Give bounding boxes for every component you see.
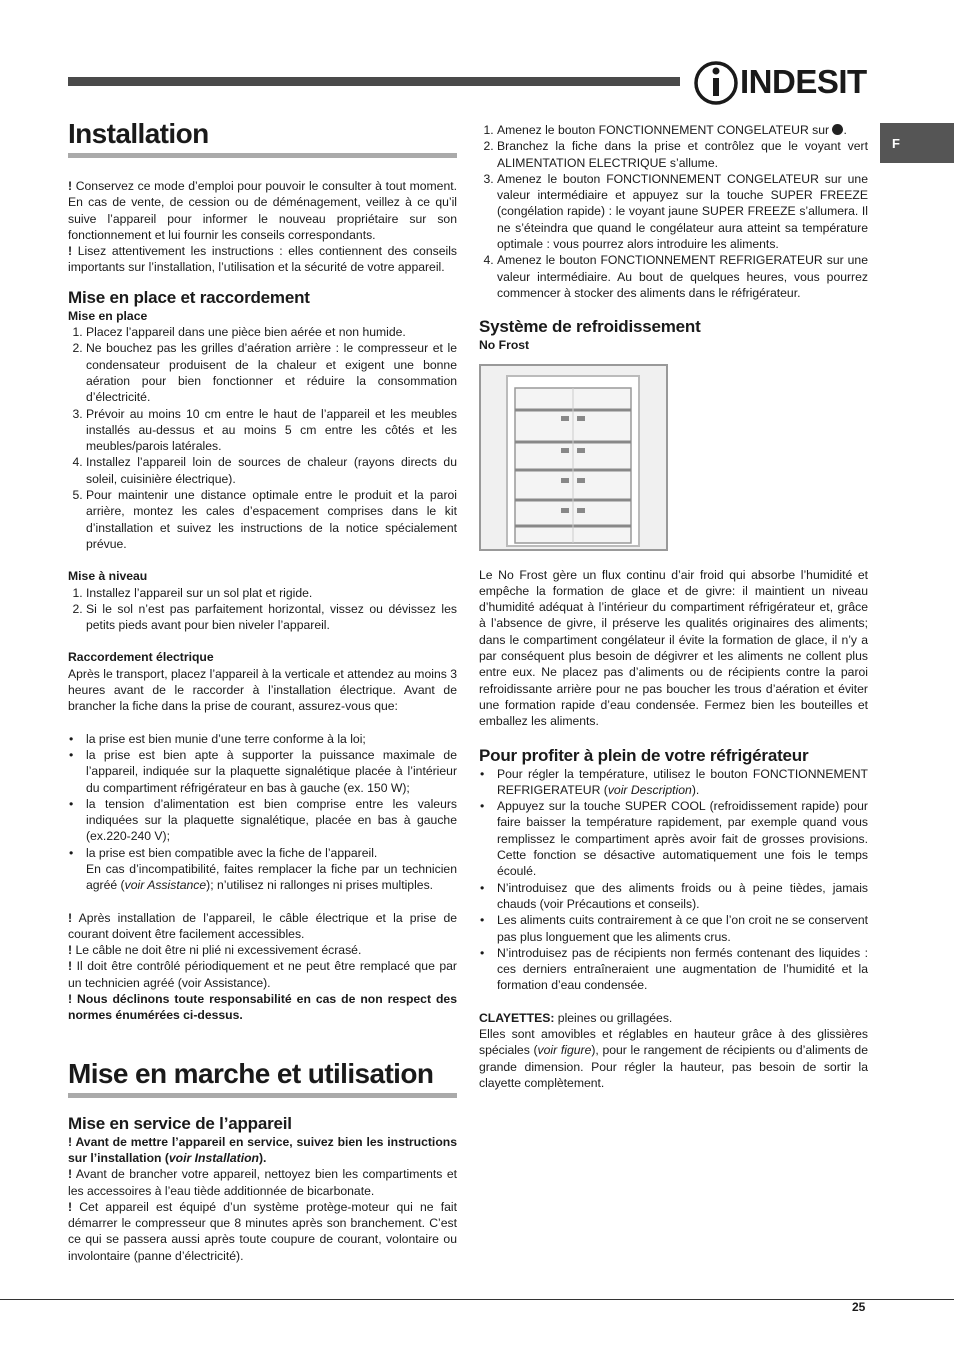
list-raccordement bbox=[68, 731, 457, 861]
service-paragraph-1: ! Avant de mettre l’appareil en service, suivez bien les instructions sur l’installation (voir Installation). bbox=[68, 1134, 457, 1165]
warning-2: ! Le câble ne doit être ni plié ni excessivement écrasé. bbox=[68, 943, 362, 958]
subheading-nofrost: No Frost bbox=[479, 338, 530, 353]
list-item: • N’introduisez pas de récipients non fermés contenant des liquides : ces derniers entraîneraient une augmentation de l’humidité et la formation d’eau condensée. bbox=[497, 945, 868, 994]
section-title-installation: Installation bbox=[68, 118, 457, 158]
service-paragraph-3: ! Cet appareil est équipé d’un système protège-moteur qui ne fait démarrer le compresseur que 8 minutes après son branchement. C’est ce qui se passera aussi après toute coupure de courant, volontaire ou involontaire (panne d’électricité). bbox=[68, 1199, 457, 1263]
list-mise-en-place bbox=[68, 324, 457, 552]
intro-paragraph-1: ! Conservez ce mode d’emploi pour pouvoir le consulter à tout moment. En cas de vente, de cession ou de déménagement, veillez à ce qu’il suive l’appareil pour informer le nouveau propriétaire sur son fonctionnement et lui fournir les conseils correspondants. bbox=[68, 179, 457, 242]
warning-4: ! Nous déclinons toute responsabilité en cas de non respect des normes énumérées ci-dessus. bbox=[68, 992, 457, 1023]
subheading-mise-en-place: Mise en place bbox=[68, 308, 148, 323]
brand-name: INDESIT bbox=[740, 63, 867, 100]
heading-service: Mise en service de l’appareil bbox=[68, 1113, 292, 1133]
language-tab: F bbox=[880, 123, 954, 163]
list-item: 1. Amenez le bouton FONCTIONNEMENT CONGELATEUR sur . bbox=[497, 122, 868, 138]
list-profiter bbox=[479, 766, 868, 994]
list-item: 2. Branchez la fiche dans la prise et contrôlez que le voyant vert ALIMENTATION ELECTRIQUE s’allume. bbox=[497, 138, 868, 171]
nofrost-paragraph: Le No Frost gère un flux continu d’air froid qui absorbe l’humidité et empêche la formation de glace et de givre: il maintient un niveau d’humidité adéquat à l’intérieur du compartiment réfrigérateur et, grâce à l’absence de givre, il préserve les qualités originaires des aliments; dans le compartiment congélateur il évite la formation de glace, il n’y a par conséquent plus besoin de dégivrer et les aliments ne collent plus entre eux. Ne placez pas d’aliments ou de récipients contre la paroi refroidissante arrière pour ne pas boucher les trous d’aération et éviter une formation rapide d’eau condensée. Fermez bien les bouteilles et emballez les aliments. bbox=[479, 567, 868, 729]
list-start-steps bbox=[479, 122, 868, 301]
heading-profiter: Pour profiter à plein de votre réfrigérateur bbox=[479, 745, 809, 765]
raccordement-paragraph: Après le transport, placez l’appareil à la verticale et attendez au moins 3 heures avant de le raccorder à l’installation électrique. Avant de brancher la fiche dans la prise de courant, assurez-vous que: bbox=[68, 666, 457, 714]
clayettes-label: CLAYETTES: pleines ou grillagées. bbox=[479, 1010, 673, 1025]
list-item: • Appuyez sur la touche SUPER COOL (refroidissement rapide) pour faire baisser la température rapidement, par exemple quand vous remplissez le compartiment après avoir fait de grosses provisions. Cette fonction se désactive automatiquement une fois le temps écoulé. bbox=[497, 798, 868, 879]
list-item: 4. Installez l’appareil loin de sources de chaleur (rayons directs du soleil, cuisinière électrique). bbox=[86, 454, 457, 487]
list-item: • Pour régler la température, utilisez le bouton FONCTIONNEMENT REFRIGERATEUR (voir Description). bbox=[497, 766, 868, 799]
warning-3: ! Il doit être contrôlé périodiquement et ne peut être remplacé que par un technicien agréé (voir Assistance). bbox=[68, 959, 457, 990]
list-item: • N’introduisez que des aliments froids ou à peine tièdes, jamais chauds (voir Précautions et conseils). bbox=[497, 880, 868, 913]
list-niveau bbox=[68, 585, 457, 634]
section-title-marche: Mise en marche et utilisation bbox=[68, 1058, 457, 1098]
footer-rule bbox=[0, 1299, 954, 1300]
fridge-interior-illustration bbox=[479, 364, 668, 551]
list-item: • la prise est bien munie d’une terre conforme à la loi; bbox=[86, 731, 457, 747]
list-item: • Les aliments cuits contrairement à ce que l’on croit ne se conservent pas plus longuement que les aliments crus. bbox=[497, 912, 868, 945]
list-item: 1. Placez l’appareil dans une pièce bien aérée et non humide. bbox=[86, 324, 457, 340]
list-item: 5. Pour maintenir une distance optimale entre le produit et la paroi arrière, montez les cales d’espacement comprises dans le kit d’installation et suivez les instructions de la notice spécialement prévue. bbox=[86, 487, 457, 552]
heading-refroidissement: Système de refroidissement bbox=[479, 317, 701, 337]
warning-1: ! Après installation de l’appareil, le câble électrique et la prise de courant doivent être facilement accessibles. bbox=[68, 910, 457, 941]
off-position-icon bbox=[832, 124, 843, 135]
list-item: 2. Si le sol n’est pas parfaitement horizontal, vissez ou dévissez les petits pieds avant pour bien niveler l’appareil. bbox=[86, 601, 457, 634]
clayettes-paragraph: Elles sont amovibles et réglables en hauteur grâce à des glissières spéciales (voir figure), pour le rangement de récipients ou d’aliments de grande dimension. Pour régler la hauteur, pas besoin de sortir la clayette complètement. bbox=[479, 1026, 868, 1090]
incompatibility-note: En cas d’incompatibilité, faites remplacer la fiche par un technicien agréé (voir Assistance); n’utilisez ni rallonges ni prises multiples. bbox=[86, 861, 457, 893]
list-item: • la prise est bien compatible avec la fiche de l’appareil. bbox=[86, 845, 457, 861]
list-item: 1. Installez l’appareil sur un sol plat et rigide. bbox=[86, 585, 457, 601]
header-bar bbox=[68, 77, 680, 86]
list-item: 3. Amenez le bouton FONCTIONNEMENT CONGELATEUR sur une valeur intermédiaire et appuyez sur la touche SUPER FREEZE (congélation rapide) : le voyant jaune SUPER FREEZE s’allumera. Il ne s’éteindra que quand le congélateur aura atteint sa température optimale : vous pourrez alors introduire les aliments. bbox=[497, 171, 868, 252]
intro-paragraph-2: ! Lisez attentivement les instructions : elles contiennent des conseils importants sur l’installation, l’utilisation et la sécurité de votre appareil. bbox=[68, 244, 457, 275]
left-column bbox=[68, 118, 457, 1264]
list-item: 2. Ne bouchez pas les grilles d’aération arrière : le compresseur et le condensateur produisent de la chaleur et exigent une bonne aération pour bien fonctionner et réduire la consommation d’électricité. bbox=[86, 340, 457, 405]
list-item: 4. Amenez le bouton FONCTIONNEMENT REFRIGERATEUR sur une valeur intermédiaire. Au bout de quelques heures, vous pourrez commencer à stocker des aliments dans le réfrigérateur. bbox=[497, 252, 868, 301]
list-item: 3. Prévoir au moins 10 cm entre le haut de l’appareil et les meubles installés au-dessus et au moins 5 cm entre les côtés et les meubles/parois latérales. bbox=[86, 406, 457, 455]
subheading-niveau: Mise à niveau bbox=[68, 569, 148, 584]
list-item: • la prise est bien apte à supporter la puissance maximale de l’appareil, indiquée sur la plaquette signalétique placée à l’intérieur du compartiment réfrigérateur en bas à gauche (ex. 150 W); bbox=[86, 747, 457, 796]
list-item: • la tension d’alimentation est bien comprise entre les valeurs indiquées sur la plaquette signalétique, placée en bas à gauche (ex.220-240 V); bbox=[86, 796, 457, 845]
subheading-raccordement: Raccordement électrique bbox=[68, 650, 214, 665]
service-paragraph-2: ! Avant de brancher votre appareil, nettoyez bien les compartiments et les accessoires à l’eau tiède additionnée de bicarbonate. bbox=[68, 1167, 457, 1198]
heading-placement: Mise en place et raccordement bbox=[68, 287, 310, 307]
right-column bbox=[479, 122, 868, 1091]
fridge-shelves-icon bbox=[481, 366, 666, 549]
page-number: 25 bbox=[852, 1300, 866, 1314]
